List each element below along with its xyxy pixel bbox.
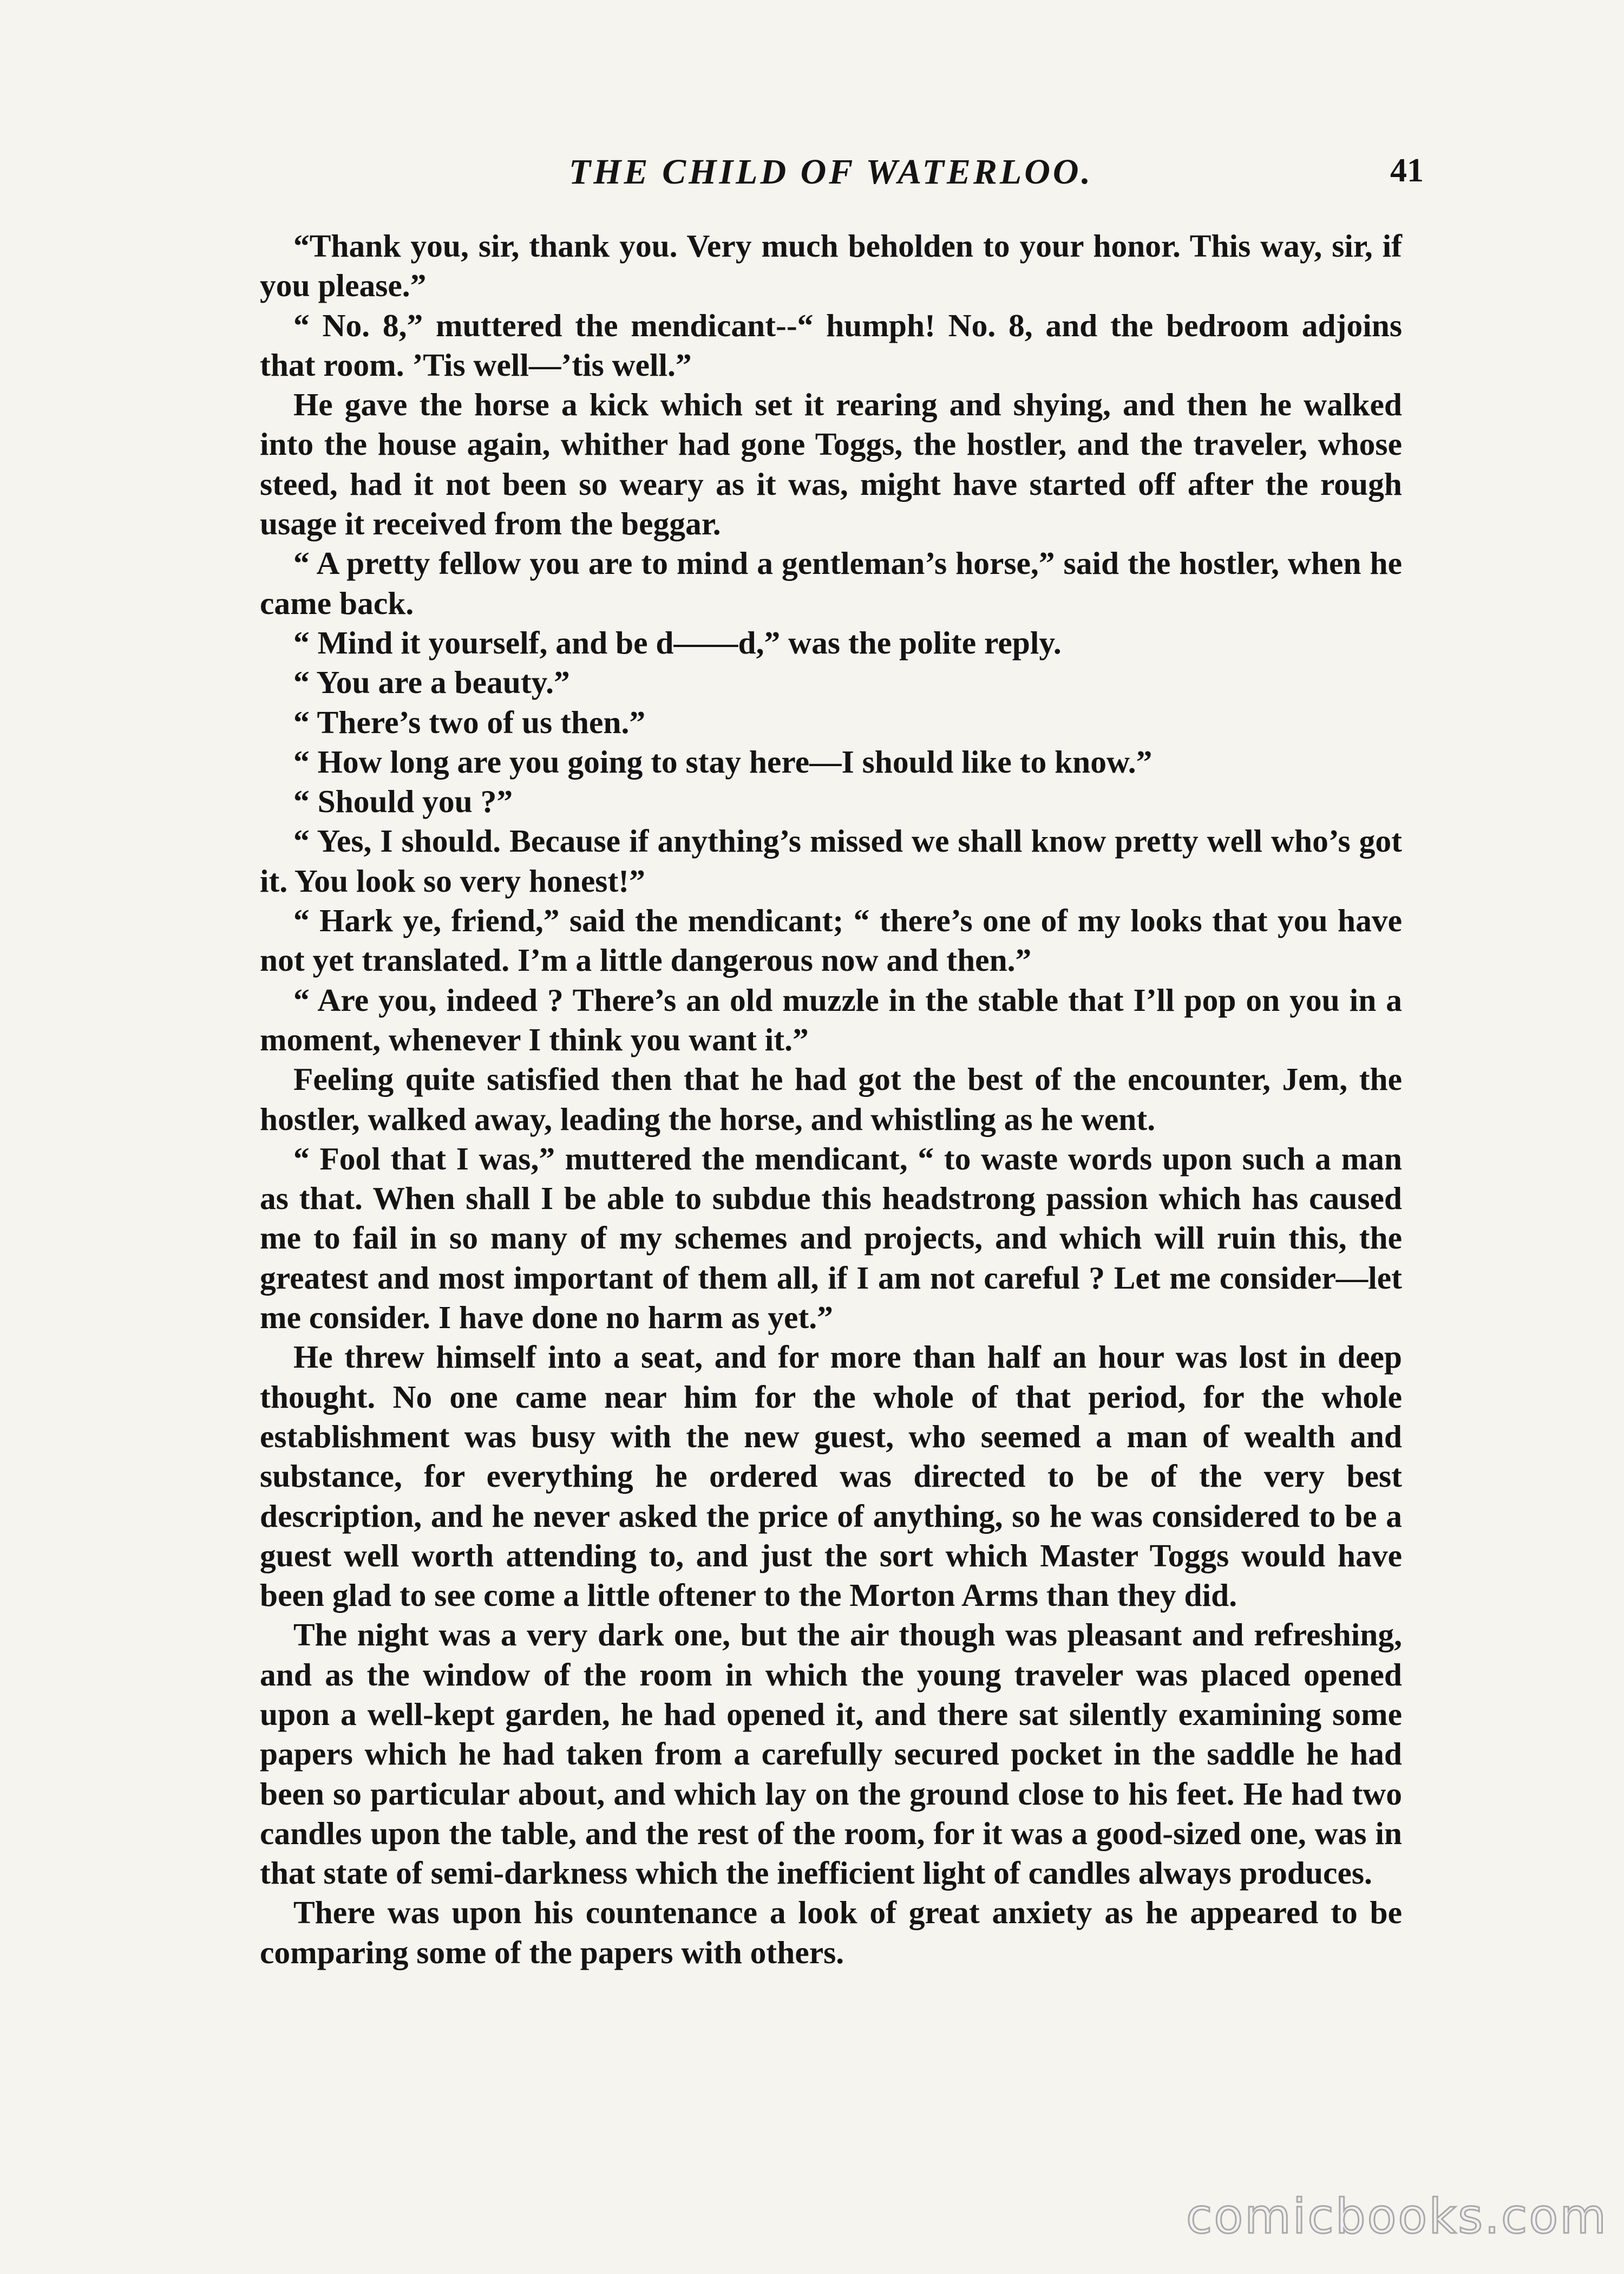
paragraph: “ You are a beauty.” bbox=[293, 664, 570, 701]
paragraph: The night was a very dark one, but the air though was pleasant and refreshing, and as the window of the room in which the young traveler was placed opened upon a well-kept garden, he had opened it, and there sat silently examining some papers which he had taken from a carefully secured pocket in the saddle he had been so particular about, and which lay on the ground close to his feet. He had two candles upon the table, and the rest of the room, for it was a good-sized one, was in that state of semi-darkness which the inefficient light of candles always produces. bbox=[260, 1617, 1402, 1891]
paragraph: He gave the horse a kick which set it rearing and shying, and then he walked into the house again, whither had gone Toggs, the hostler, and the traveler, whose steed, had it not been so weary as it was, might have started off after the rough usage it received from the beggar. bbox=[260, 387, 1402, 542]
paragraph: Feeling quite satisfied then that he had got the best of the encounter, Jem, the hostler, walked away, leading the horse, and whistling as he went. bbox=[260, 1061, 1402, 1137]
book-page bbox=[260, 152, 1424, 1972]
paragraph: “ How long are you going to stay here—I should like to know.” bbox=[293, 743, 1152, 780]
paragraph: “ Mind it yourself, and be d——d,” was the polite reply. bbox=[293, 624, 1062, 661]
paragraph: “ There’s two of us then.” bbox=[293, 704, 646, 740]
paragraph: There was upon his countenance a look of great anxiety as he appeared to be comparing some of the papers with others. bbox=[260, 1894, 1402, 1970]
paragraph: “Thank you, sir, thank you. Very much beholden to your honor. This way, sir, if you please.” bbox=[260, 228, 1402, 304]
page-number: 41 bbox=[1390, 152, 1424, 189]
watermark: comicbooks.com bbox=[1186, 2188, 1608, 2244]
paragraph: “ Are you, indeed ? There’s an old muzzle in the stable that I’ll pop on you in a moment, whenever I think you want it.” bbox=[260, 982, 1402, 1057]
paragraph: “ Should you ?” bbox=[293, 783, 513, 820]
running-title: THE CHILD OF WATERLOO. bbox=[568, 152, 1093, 192]
paragraph: “ A pretty fellow you are to mind a gentleman’s horse,” said the hostler, when he came back. bbox=[260, 545, 1402, 621]
paragraph: “ Hark ye, friend,” said the mendicant; “ there’s one of my looks that you have not yet translated. I’m a little dangerous now and then.” bbox=[260, 903, 1402, 978]
paragraph: “ No. 8,” muttered the mendicant--“ humph! No. 8, and the bedroom adjoins that room. ’Tis well—’tis well.” bbox=[260, 307, 1402, 383]
body-text bbox=[260, 226, 1402, 1972]
paragraph: “ Fool that I was,” muttered the mendicant, “ to waste words upon such a man as that. When shall I be able to subdue this headstrong passion which has caused me to fail in so many of my schemes and projects, and which will ruin this, the greatest and most important of them all, if I am not careful ? Let me consider—let me consider. I have done no harm as yet.” bbox=[260, 1140, 1402, 1336]
paragraph: “ Yes, I should. Because if anything’s missed we shall know pretty well who’s got it. You look so very honest!” bbox=[260, 823, 1402, 899]
paragraph: He threw himself into a seat, and for more than half an hour was lost in deep thought. No one came near him for the whole of that period, for the whole establishment was busy with the new guest, who seemed a man of wealth and substance, for everything he ordered was directed to be of the very best description, and he never asked the price of anything, so he was considered to be a guest well worth attending to, and just the sort which Master Toggs would have been glad to see come a little oftener to the Morton Arms than they did. bbox=[260, 1339, 1402, 1613]
page-header bbox=[260, 152, 1424, 206]
